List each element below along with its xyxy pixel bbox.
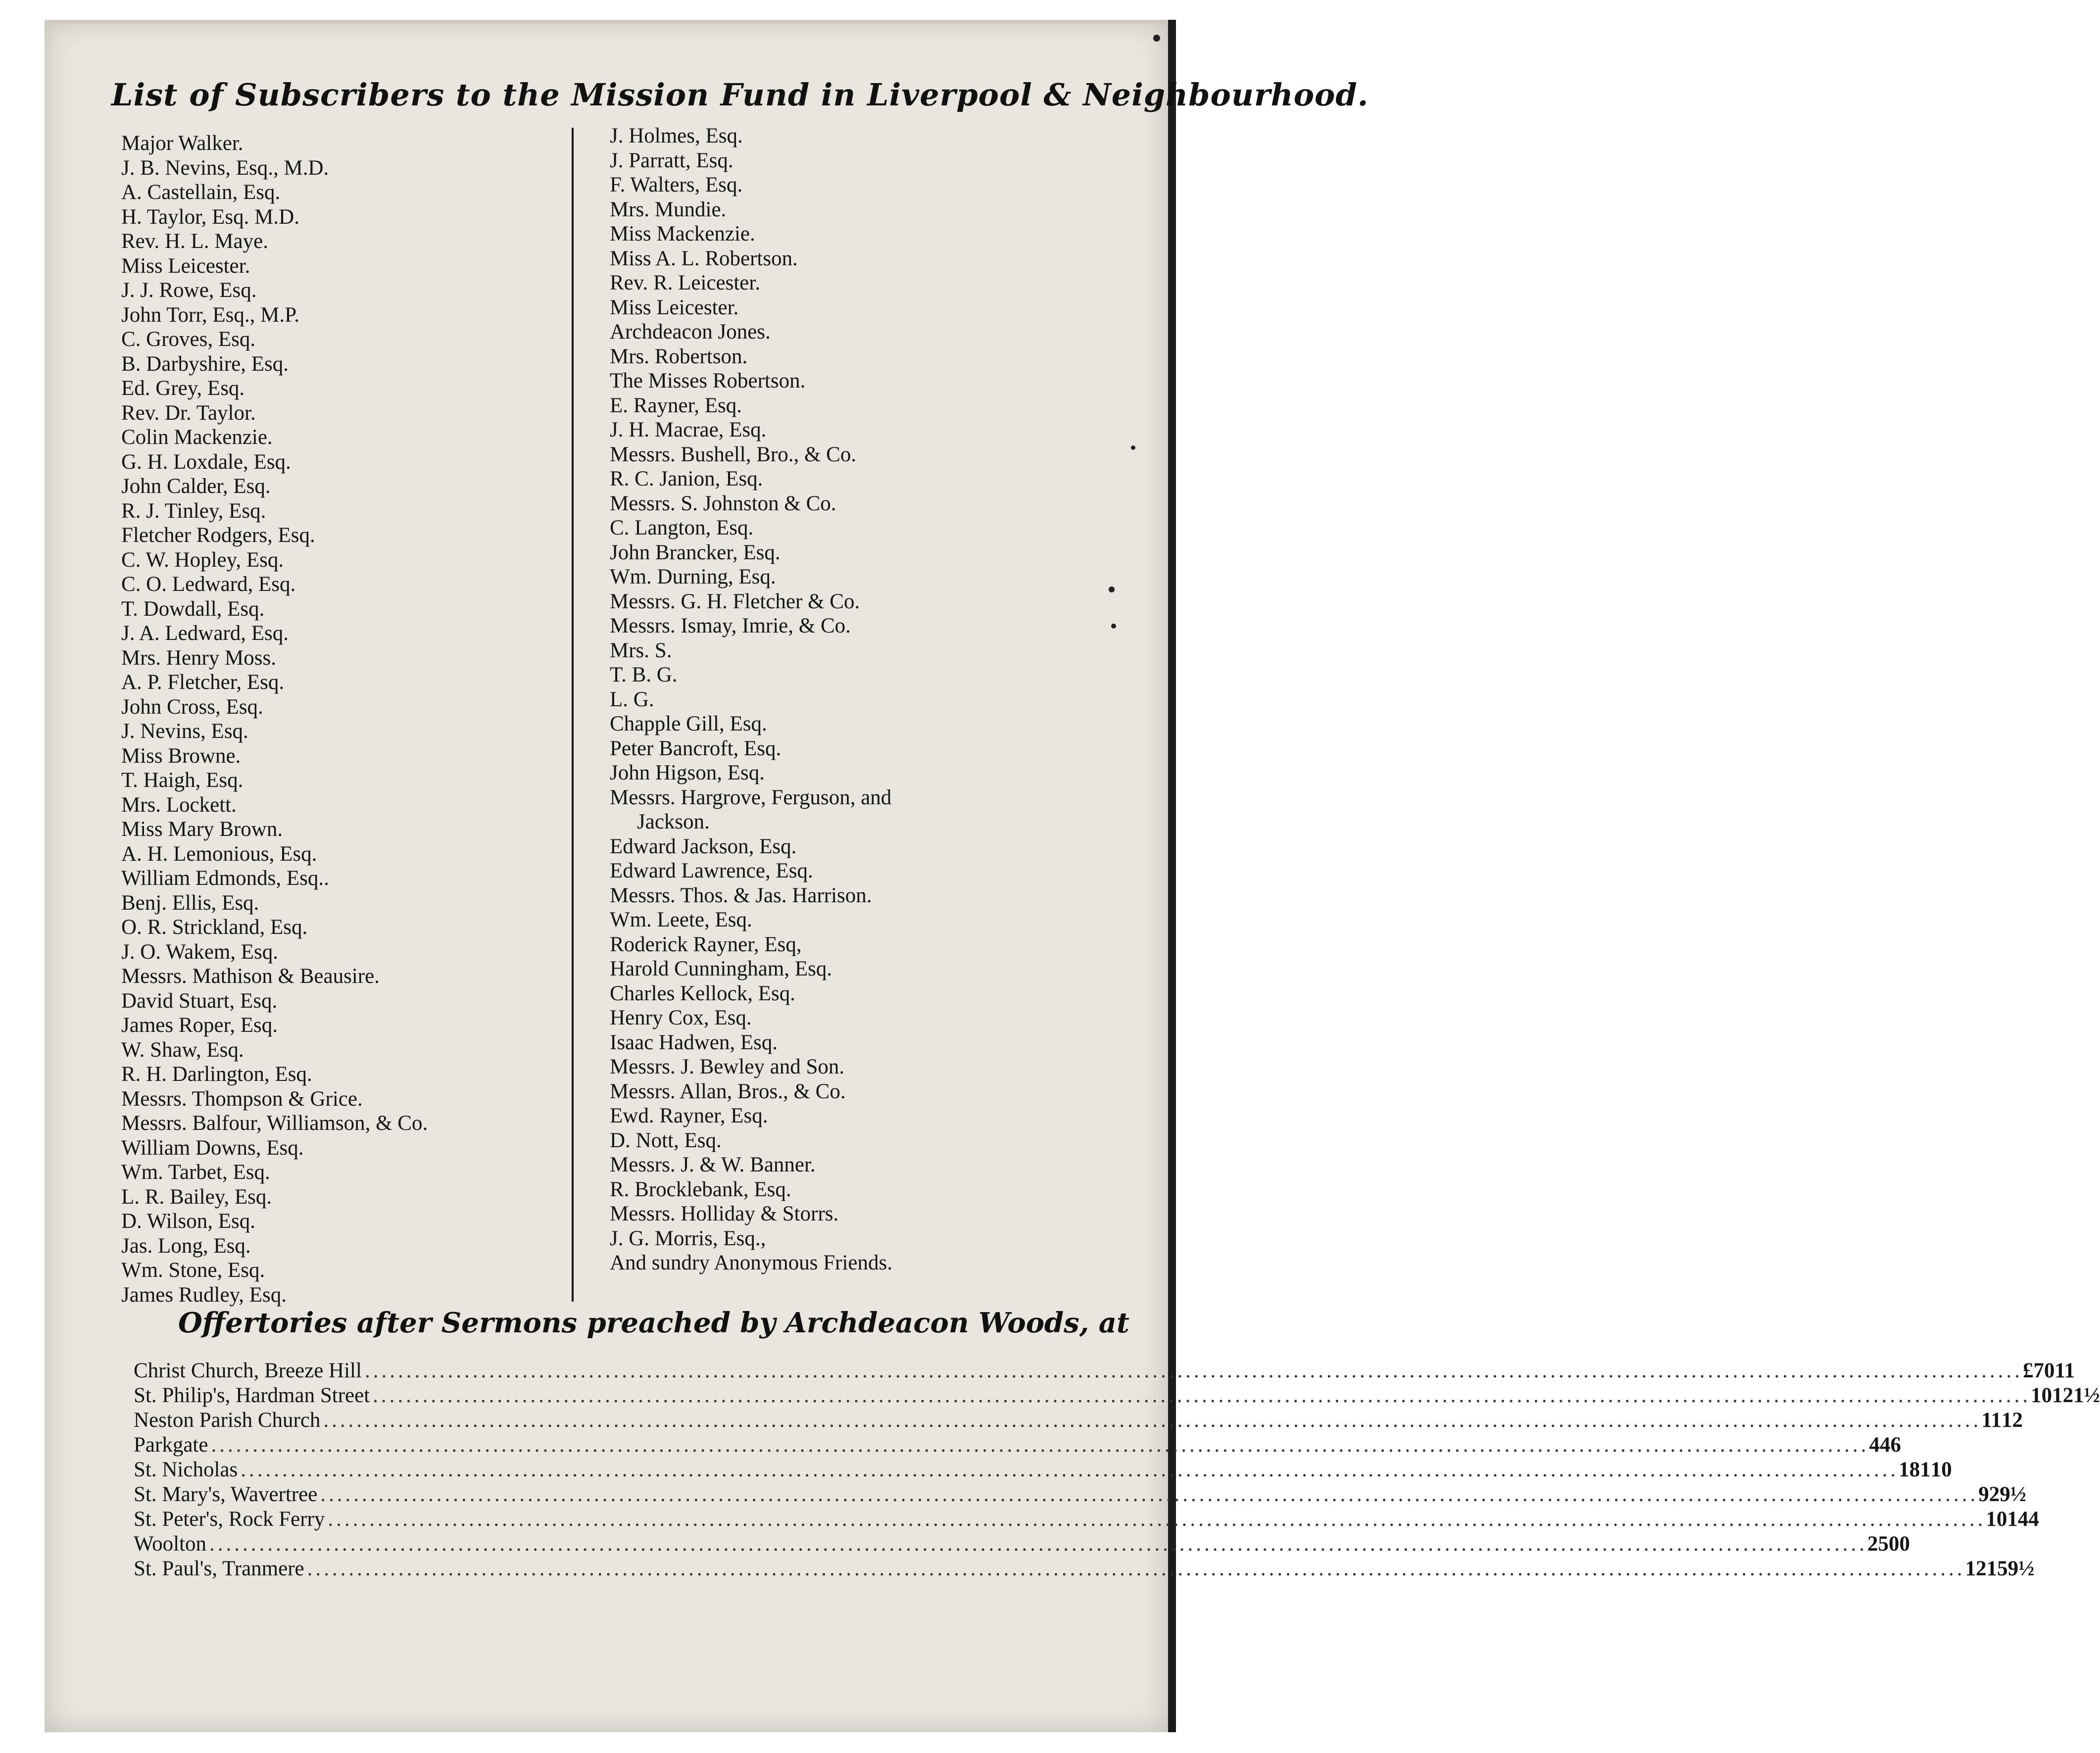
offertory-place: St. Paul's, Tranmere	[134, 1557, 304, 1580]
offertory-pounds: 25	[1867, 1532, 1889, 1556]
subscriber-entry: C. O. Ledward, Esq.	[121, 573, 296, 596]
subscriber-entry: J. G. Morris, Esq.,	[610, 1226, 766, 1250]
offertories-heading: Offertories after Sermons preached by Archdeacon Woods, at	[178, 1307, 1129, 1339]
offertory-shillings: 1	[2002, 1409, 2012, 1432]
offertory-pounds: 18	[1899, 1458, 1920, 1481]
subscriber-entry: Henry Cox, Esq.	[610, 1006, 752, 1029]
subscriber-entry: A. Castellain, Esq.	[121, 181, 281, 204]
dot-leader: ........................................................................................................................................................................................................	[307, 1557, 1965, 1580]
subscriber-entry: B. Darbyshire, Esq.	[121, 352, 289, 376]
subscriber-entry: William Downs, Esq.	[121, 1136, 304, 1160]
subscriber-entry: Rev. R. Leicester.	[610, 271, 761, 294]
offertory-place: St. Mary's, Wavertree	[134, 1483, 318, 1506]
offertory-row	[134, 1532, 1910, 1557]
subscriber-entry: Miss Mary Brown.	[121, 818, 283, 841]
subscriber-entry: A. H. Lemonious, Esq.	[121, 842, 317, 866]
subscriber-entry: Messrs. Hargrove, Ferguson, and	[610, 785, 892, 809]
offertories-table	[134, 1359, 2100, 1581]
subscriber-entry: Miss Browne.	[121, 744, 241, 768]
dot-leader: ........................................................................................................................................................................................................	[328, 1508, 1986, 1531]
offertory-shillings: 1	[1920, 1458, 1931, 1481]
subscriber-entry: Major Walker.	[121, 132, 244, 155]
offertory-shillings: 0	[1889, 1532, 1900, 1556]
subscriber-entry: Messrs. J. Bewley and Son.	[610, 1055, 845, 1078]
subscriber-entry: The Misses Robertson.	[610, 369, 806, 392]
offertory-row	[134, 1383, 2100, 1408]
subscriber-entry: C. Langton, Esq.	[610, 516, 754, 539]
offertory-shillings: 4	[1879, 1433, 1891, 1457]
subscriber-entry: John Higson, Esq.	[610, 761, 765, 784]
subscriber-entry: Roderick Rayner, Esq,	[610, 932, 802, 956]
subscriber-entry: Chapple Gill, Esq.	[610, 712, 767, 735]
subscriber-entry: Messrs. Allan, Bros., & Co.	[610, 1079, 846, 1103]
subscriber-entry: E. Rayner, Esq.	[610, 393, 742, 417]
offertory-row	[134, 1408, 2023, 1433]
offertory-place: Parkgate	[134, 1433, 208, 1457]
subscriber-entry: J. J. Rowe, Esq.	[121, 279, 257, 302]
subscriber-entry: James Roper, Esq.	[121, 1014, 278, 1037]
subscriber-entry: Wm. Tarbet, Esq.	[121, 1161, 270, 1184]
subscriber-entry: Wm. Durning, Esq.	[610, 565, 776, 588]
subscriber-entry: Messrs. Bushell, Bro., & Co.	[610, 442, 857, 466]
subscriber-entry: T. Haigh, Esq.	[121, 769, 244, 792]
dot-leader: ........................................................................................................................................................................................................	[323, 1409, 1982, 1432]
subscriber-entry: R. J. Tinley, Esq.	[121, 499, 266, 523]
subscriber-entry: Rev. Dr. Taylor.	[121, 401, 256, 425]
subscriber-entry: Wm. Leete, Esq.	[610, 908, 752, 931]
dot-leader: ........................................................................................................................................................................................................	[209, 1532, 1868, 1556]
offertory-shillings: 14	[2007, 1508, 2029, 1531]
subscriber-entry: John Torr, Esq., M.P.	[121, 303, 300, 327]
subscriber-entry: Archdeacon Jones.	[610, 320, 771, 343]
subscriber-entry: H. Taylor, Esq. M.D.	[121, 205, 299, 229]
subscriber-entry: Edward Jackson, Esq.	[610, 834, 797, 858]
subscriber-entry: D. Wilson, Esq.	[121, 1210, 256, 1233]
dot-leader: ........................................................................................................................................................................................................	[373, 1384, 2031, 1407]
offertory-pence: 6	[1890, 1433, 1901, 1457]
subscriber-entry: J. B. Nevins, Esq., M.D.	[121, 156, 329, 180]
subscriber-entry: Miss Mackenzie.	[610, 222, 755, 245]
subscriber-entry: Jackson.	[637, 810, 710, 833]
list-title: List of Subscribers to the Mission Fund in Liverpool & Neighbourhood.	[111, 77, 1369, 113]
dot-leader: ........................................................................................................................................................................................................	[211, 1433, 1869, 1457]
subscriber-entry: J. H. Macrae, Esq.	[610, 418, 767, 441]
subscriber-entry: Mrs. Lockett.	[121, 793, 237, 817]
subscriber-entry: R. H. Darlington, Esq.	[121, 1063, 312, 1086]
offertory-pounds: 11	[1981, 1409, 2002, 1432]
subscriber-entry: R. Brocklebank, Esq.	[610, 1177, 791, 1201]
subscriber-entry: W. Shaw, Esq.	[121, 1038, 244, 1062]
subscribers-left-column	[121, 131, 577, 1307]
page-edge	[45, 20, 1168, 24]
subscriber-entry: Wm. Stone, Esq.	[121, 1259, 265, 1282]
subscriber-entry: Edward Lawrence, Esq.	[610, 859, 813, 882]
subscriber-entry: Isaac Hadwen, Esq.	[610, 1030, 778, 1054]
subscriber-entry: R. C. Janion, Esq.	[610, 467, 763, 490]
print-speck	[1153, 35, 1160, 42]
subscriber-entry: T. Dowdall, Esq.	[121, 597, 265, 621]
offertory-pence: 9½	[2000, 1483, 2027, 1506]
offertory-place: St. Philip's, Hardman Street	[134, 1384, 370, 1407]
subscriber-entry: Mrs. Robertson.	[610, 344, 748, 368]
dot-leader: ........................................................................................................................................................................................................	[364, 1359, 2023, 1382]
subscriber-entry: Miss Leicester.	[610, 295, 739, 319]
offertory-pence: 2	[2012, 1409, 2023, 1432]
subscriber-entry: F. Walters, Esq.	[610, 173, 743, 196]
subscriber-entry: A. P. Fletcher, Esq.	[121, 671, 285, 694]
offertory-pence: 1½	[2073, 1384, 2100, 1407]
subscriber-entry: James Rudley, Esq.	[121, 1283, 287, 1307]
offertory-pounds: 4	[1869, 1433, 1880, 1457]
subscriber-entry: And sundry Anonymous Friends.	[610, 1251, 892, 1274]
subscriber-entry: Messrs. Balfour, Williamson, & Co.	[121, 1112, 428, 1135]
subscriber-entry: D. Nott, Esq.	[610, 1128, 722, 1152]
subscriber-entry: Jas. Long, Esq.	[121, 1234, 251, 1258]
subscriber-entry: Fletcher Rodgers, Esq.	[121, 524, 315, 547]
offertory-row	[134, 1557, 2035, 1581]
offertory-pounds: 10	[2031, 1384, 2052, 1407]
subscriber-entry: Miss A. L. Robertson.	[610, 246, 798, 270]
offertory-pounds: 10	[1986, 1508, 2007, 1531]
subscriber-entry: Messrs. Thos. & Jas. Harrison.	[610, 883, 872, 907]
offertory-shillings: 2	[1989, 1483, 2000, 1506]
subscriber-entry: L. G.	[610, 687, 654, 711]
subscriber-entry: Ed. Grey, Esq.	[121, 377, 245, 400]
offertory-pence: 10	[1930, 1458, 1952, 1481]
subscriber-entry: G. H. Loxdale, Esq.	[121, 450, 291, 474]
subscriber-entry: Messrs. J. & W. Banner.	[610, 1153, 816, 1176]
offertory-pounds: 9	[1978, 1483, 1989, 1506]
subscriber-entry: J. Nevins, Esq.	[121, 720, 248, 743]
subscriber-entry: Messrs. Mathison & Beausire.	[121, 965, 380, 988]
subscriber-entry: Messrs. G. H. Fletcher & Co.	[610, 589, 860, 613]
subscriber-entry: Mrs. S.	[610, 638, 672, 662]
offertory-place: St. Nicholas	[134, 1458, 238, 1481]
subscriber-entry: David Stuart, Esq.	[121, 989, 278, 1013]
offertory-row	[134, 1507, 2039, 1532]
subscriber-entry: Messrs. Ismay, Imrie, & Co.	[610, 614, 851, 637]
print-speck	[1131, 445, 1135, 450]
subscriber-entry: John Cross, Esq.	[121, 695, 263, 719]
subscriber-entry: John Calder, Esq.	[121, 475, 271, 498]
subscriber-entry: Ewd. Rayner, Esq.	[610, 1104, 768, 1127]
subscriber-entry: Rev. H. L. Maye.	[121, 230, 268, 253]
subscriber-entry: Charles Kellock, Esq.	[610, 981, 795, 1005]
subscriber-entry: William Edmonds, Esq..	[121, 867, 329, 890]
offertory-place: St. Peter's, Rock Ferry	[134, 1508, 325, 1531]
subscriber-entry: O. R. Strickland, Esq.	[121, 916, 308, 939]
subscriber-entry: Harold Cunningham, Esq.	[610, 957, 832, 980]
subscriber-entry: Mrs. Henry Moss.	[121, 646, 276, 670]
offertory-place: Neston Parish Church	[134, 1409, 321, 1432]
subscriber-entry: Messrs. S. Johnston & Co.	[610, 491, 836, 515]
subscriber-entry: T. B. G.	[610, 663, 678, 686]
offertory-place: Christ Church, Breeze Hill	[134, 1359, 362, 1382]
subscriber-entry: Messrs. Holliday & Storrs.	[610, 1202, 839, 1225]
subscriber-entry: Peter Bancroft, Esq.	[610, 736, 781, 760]
subscriber-entry: John Brancker, Esq.	[610, 540, 781, 564]
offertory-shillings: 12	[2052, 1384, 2074, 1407]
column-divider	[572, 128, 574, 1302]
subscriber-entry: Benj. Ellis, Esq.	[121, 891, 259, 915]
subscriber-entry: Messrs. Thompson & Grice.	[121, 1087, 363, 1111]
dot-leader: ........................................................................................................................................................................................................	[320, 1483, 1979, 1506]
subscribers-right-column	[610, 124, 1055, 1275]
print-speck	[1111, 624, 1116, 629]
offertory-shillings: 0	[2044, 1359, 2055, 1382]
print-speck	[1109, 586, 1115, 592]
offertory-row	[134, 1359, 2075, 1383]
offertory-pence: 0	[1899, 1532, 1910, 1556]
subscriber-entry: J. Holmes, Esq.	[610, 124, 743, 147]
subscriber-entry: J. A. Ledward, Esq.	[121, 622, 289, 645]
dot-leader: ........................................................................................................................................................................................................	[241, 1458, 1899, 1481]
subscriber-entry: C. Groves, Esq.	[121, 328, 256, 351]
offertory-pence: 4	[2028, 1508, 2039, 1531]
subscriber-entry: Miss Leicester.	[121, 254, 250, 278]
subscriber-entry: J. Parratt, Esq.	[610, 148, 733, 172]
offertory-row	[134, 1433, 1901, 1458]
offertory-pence: 11	[2054, 1359, 2075, 1382]
subscriber-entry: J. O. Wakem, Esq.	[121, 940, 279, 964]
subscriber-entry: L. R. Bailey, Esq.	[121, 1185, 272, 1209]
offertory-shillings: 15	[1986, 1557, 2008, 1580]
offertory-pence: 9½	[2007, 1557, 2035, 1580]
offertory-pounds: 12	[1965, 1557, 1987, 1580]
offertory-place: Woolton	[134, 1532, 207, 1556]
subscriber-entry: Mrs. Mundie.	[610, 197, 727, 221]
offertory-row	[134, 1458, 1952, 1482]
subscriber-entry: Colin Mackenzie.	[121, 426, 273, 449]
offertory-row	[134, 1482, 2027, 1507]
offertory-pounds: £7	[2022, 1359, 2044, 1382]
subscriber-entry: C. W. Hopley, Esq.	[121, 548, 284, 572]
